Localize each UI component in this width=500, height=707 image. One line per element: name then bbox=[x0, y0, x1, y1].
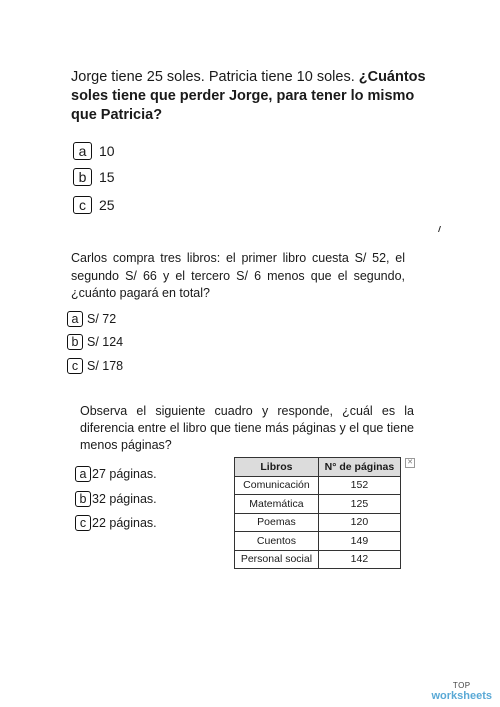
option-text: 22 páginas. bbox=[92, 516, 157, 530]
option-text: 25 bbox=[99, 197, 115, 213]
table-cell: Cuentos bbox=[235, 532, 319, 551]
stray-mark bbox=[435, 226, 441, 232]
option-letter-box[interactable]: a bbox=[67, 311, 83, 327]
question-2-stem: Carlos compra tres libros: el primer libro cuesta S/ 52, el segundo S/ 66 y el tercero S/ 6 menos que el segundo, ¿cuánto pagará en total? bbox=[71, 251, 405, 300]
question-3-option-a[interactable] bbox=[75, 466, 157, 482]
question-1-option-b[interactable] bbox=[73, 168, 115, 186]
question-2-option-c[interactable] bbox=[67, 358, 123, 374]
option-text: S/ 178 bbox=[87, 359, 124, 373]
table-row bbox=[235, 513, 401, 532]
option-text: 27 páginas. bbox=[92, 467, 157, 481]
table-cell: 120 bbox=[318, 513, 400, 532]
logo-top-text: TOP bbox=[452, 681, 471, 690]
question-2-option-b[interactable] bbox=[67, 334, 123, 350]
question-3-option-b[interactable] bbox=[75, 491, 157, 507]
table-cell: 142 bbox=[318, 550, 400, 569]
question-2-option-a[interactable] bbox=[67, 311, 116, 327]
question-1-option-c[interactable] bbox=[73, 196, 115, 214]
topworksheets-logo bbox=[431, 681, 492, 701]
option-letter-box[interactable]: a bbox=[73, 142, 92, 160]
table-cell: Personal social bbox=[235, 550, 319, 569]
table-cell: Poemas bbox=[235, 513, 319, 532]
option-letter-box[interactable]: b bbox=[73, 168, 92, 186]
table-cell: 152 bbox=[318, 476, 400, 495]
table-cell: 149 bbox=[318, 532, 400, 551]
question-1-stem-bold: ¿Cuántos soles tiene que perder Jorge, para tener lo mismo que Patricia? bbox=[71, 69, 426, 123]
option-text: S/ 72 bbox=[87, 312, 117, 326]
table-row bbox=[235, 495, 401, 514]
table-header-row bbox=[235, 458, 401, 477]
logo-name-text: worksheets bbox=[431, 690, 492, 702]
column-header: Libros bbox=[235, 458, 319, 477]
option-letter-box[interactable]: c bbox=[73, 196, 92, 214]
option-text: S/ 124 bbox=[87, 335, 124, 349]
table-row bbox=[235, 476, 401, 495]
option-text: 32 páginas. bbox=[92, 492, 157, 506]
option-letter-box[interactable]: c bbox=[67, 358, 83, 374]
option-text: 10 bbox=[99, 143, 115, 159]
question-1-stem-plain: Jorge tiene 25 soles. Patricia tiene 10 soles. bbox=[71, 69, 359, 85]
table-cell: 125 bbox=[318, 495, 400, 514]
table-row bbox=[235, 550, 401, 569]
question-3-stem: Observa el siguiente cuadro y responde, ¿cuál es la diferencia entre el libro que tiene más páginas y el que tiene menos páginas? bbox=[80, 404, 414, 452]
table-cell: Matemática bbox=[235, 495, 319, 514]
option-text: 15 bbox=[99, 169, 115, 185]
option-letter-box[interactable]: b bbox=[67, 334, 83, 350]
option-letter-box[interactable]: b bbox=[75, 491, 91, 507]
books-pages-table bbox=[234, 457, 401, 569]
option-letter-box[interactable]: a bbox=[75, 466, 91, 482]
table-move-handle-icon[interactable]: ✕ bbox=[405, 458, 415, 468]
question-1-option-a[interactable] bbox=[73, 142, 115, 160]
option-letter-box[interactable]: c bbox=[75, 515, 91, 531]
question-1-stem bbox=[71, 68, 431, 125]
table-row bbox=[235, 532, 401, 551]
column-header: N° de páginas bbox=[318, 458, 400, 477]
question-3-option-c[interactable] bbox=[75, 515, 157, 531]
table-cell: Comunicación bbox=[235, 476, 319, 495]
